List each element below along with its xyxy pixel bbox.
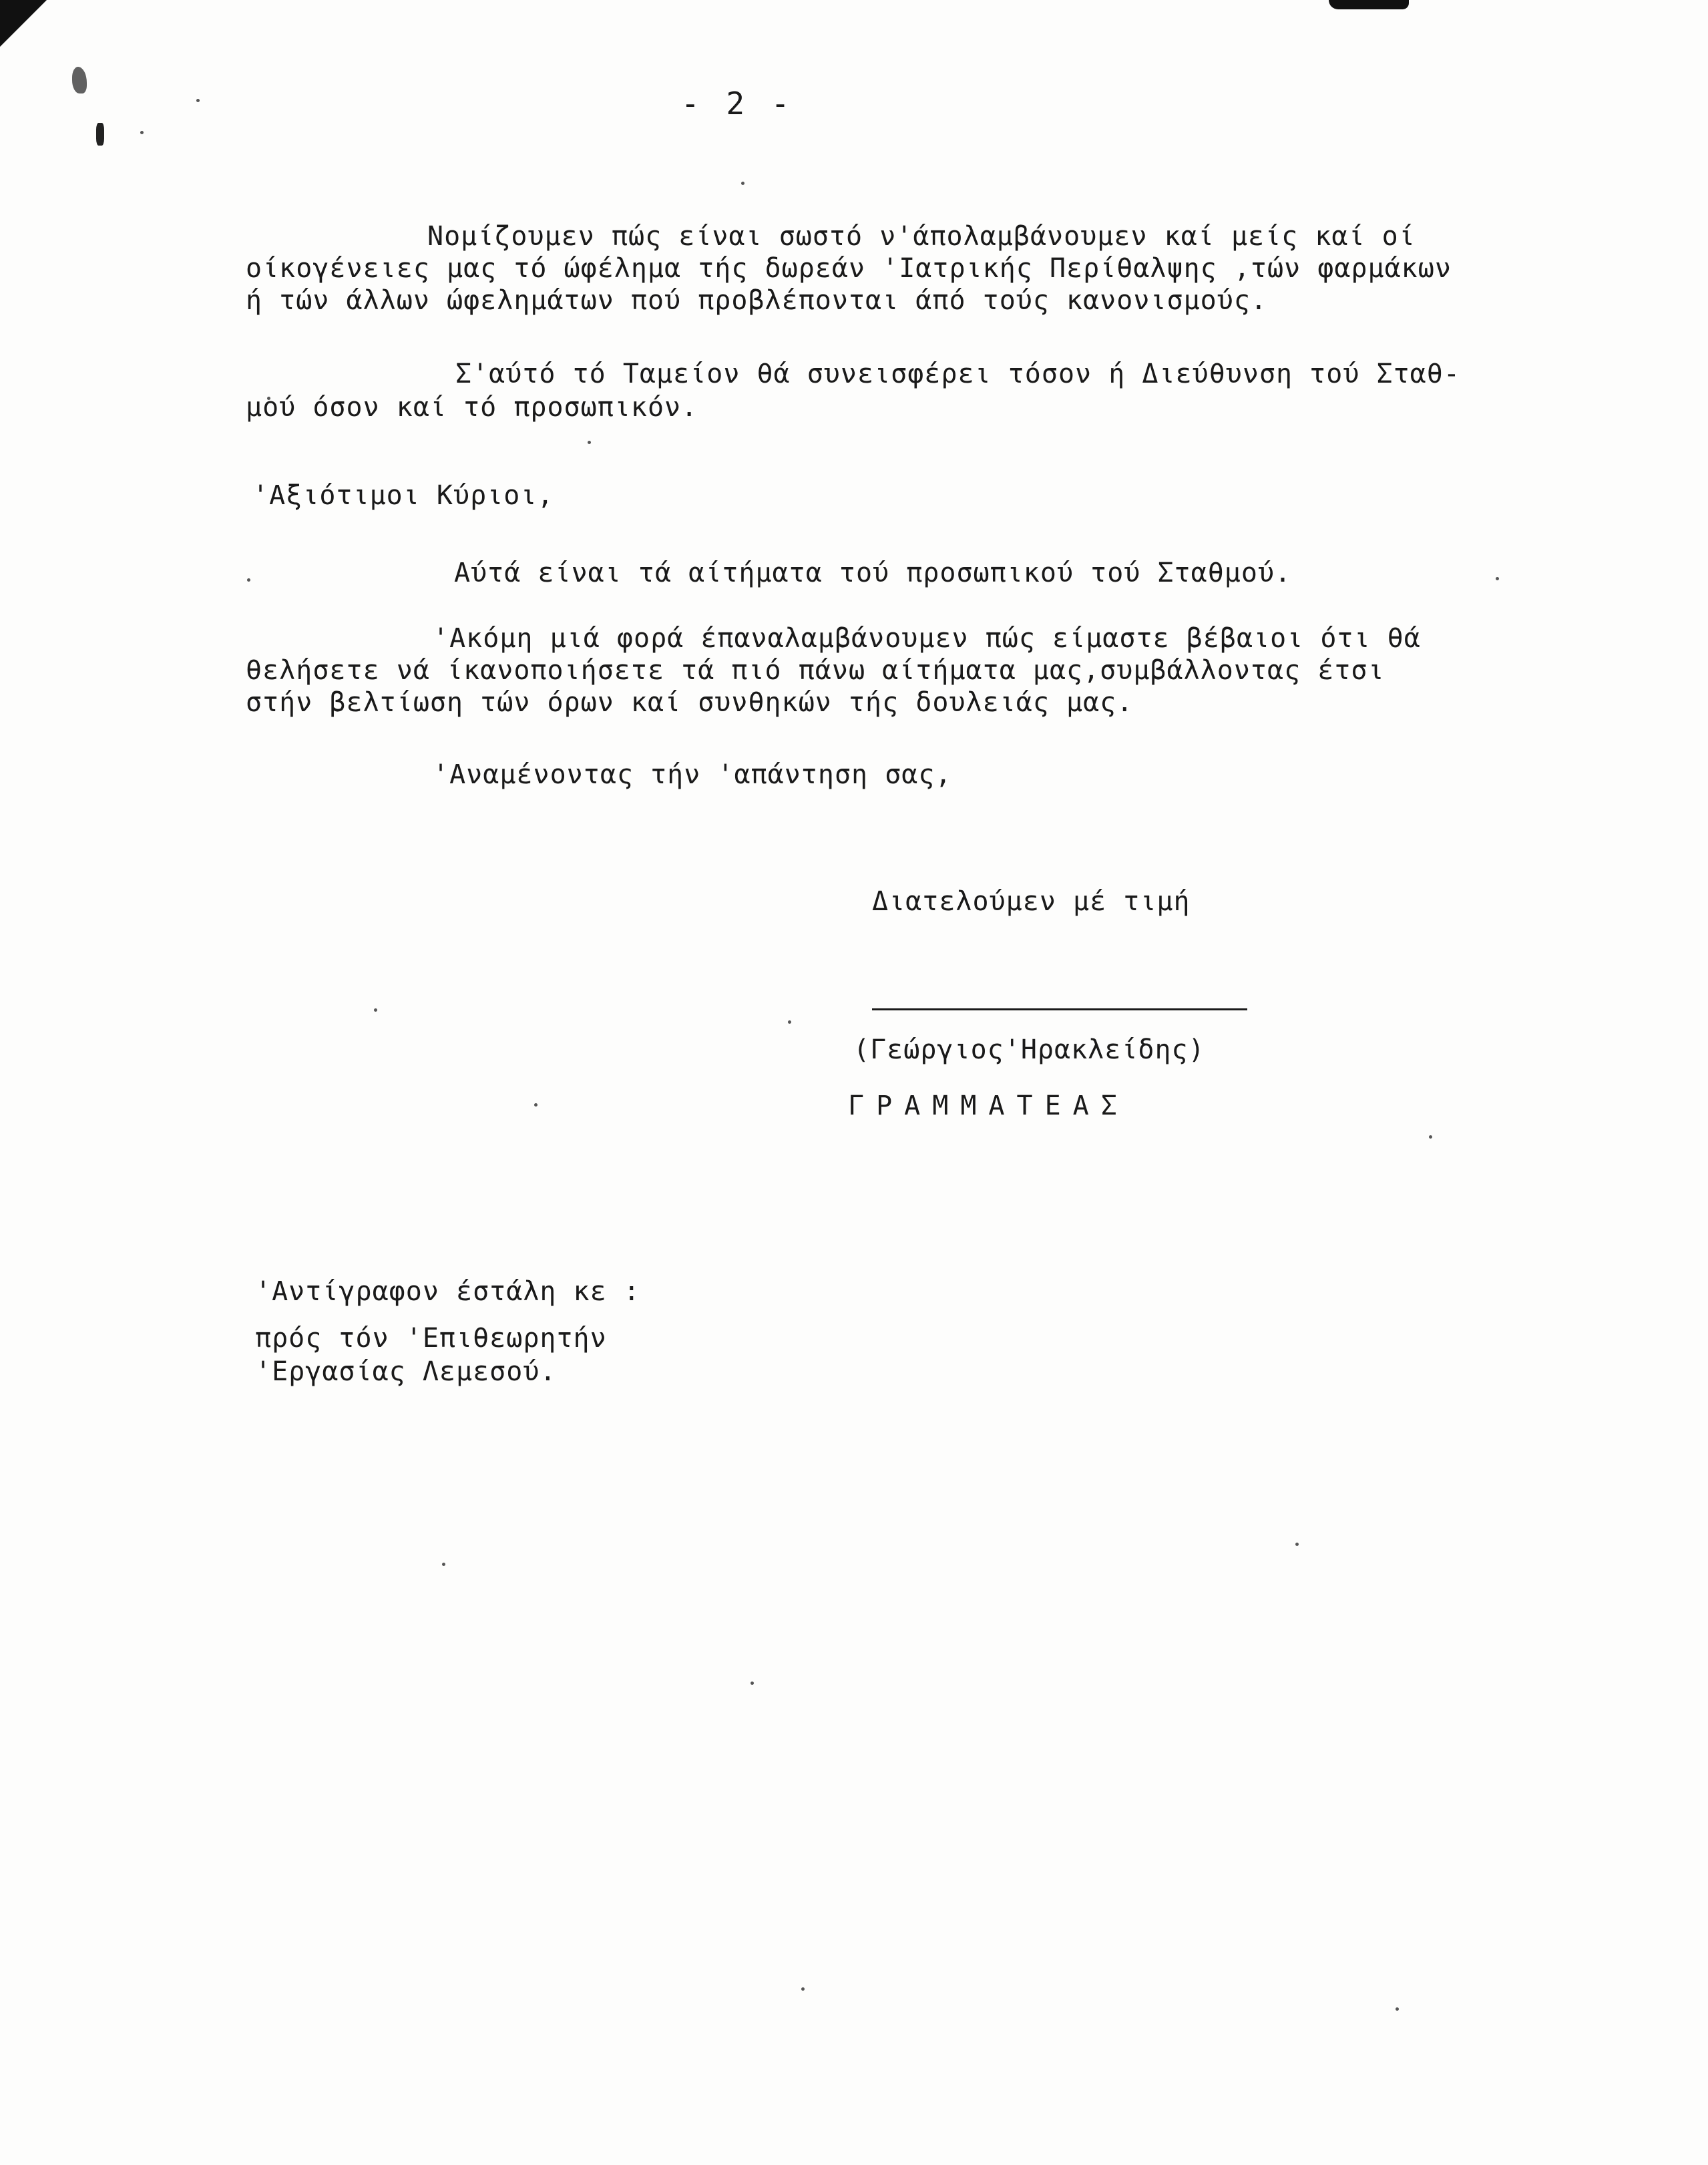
scan-speck <box>374 1008 377 1012</box>
scan-speck <box>534 1103 538 1107</box>
signatory-name: (Γεώργιος'Ηρακλείδης) <box>853 1034 1205 1065</box>
scan-corner-mark <box>0 0 47 47</box>
paragraph-4-line-3: στήν βελτίωση τών όρων καί συνθηκών τής δουλειάς μας. <box>246 687 1134 718</box>
scan-speck <box>1429 1135 1432 1139</box>
paragraph-4-line-2: θελήσετε νά ίκανοποιήσετε τά πιό πάνω αίτήματα μας,συμβάλλοντας έτσι <box>246 655 1385 686</box>
scan-speck <box>442 1563 445 1566</box>
paragraph-3: Αύτά είναι τά αίτήματα τού προσωπικού τού Σταθμού. <box>454 558 1292 588</box>
paragraph-2-line-1: Σ'αύτό τό Ταμείον θά συνεισφέρει τόσον ή Διεύθυνση τού Σταθ- <box>455 359 1460 389</box>
scan-speck <box>741 182 744 185</box>
page-number: - 2 - <box>681 85 794 122</box>
scan-speck <box>801 1987 805 1991</box>
paragraph-1-line-3: ή τών άλλων ώφελημάτων πού προβλέπονται άπό τούς κανονισμούς. <box>246 285 1268 316</box>
closing-regards: Διατελούμεν μέ τιμή <box>872 886 1191 917</box>
paragraph-1-line-1: Νομίζουμεν πώς είναι σωστό ν'άπολαμβάνουμεν καί μείς καί οί <box>427 221 1416 252</box>
paragraph-1-line-2: οίκογένειες μας τό ώφέλημα τής δωρεάν 'Ιατρικής Περίθαλψης ,τών φαρμάκων <box>246 253 1452 284</box>
scan-speck <box>1295 1543 1299 1546</box>
paragraph-2-line-2: μού όσον καί τό προσωπικόν. <box>246 392 698 423</box>
scan-margin-mark <box>72 67 87 93</box>
copy-note-line-1: πρός τόν 'Επιθεωρητήν <box>255 1323 607 1354</box>
scan-speck <box>788 1020 791 1024</box>
paragraph-5: 'Αναμένοντας τήν 'απάντηση σας, <box>433 759 952 790</box>
signatory-title: ΓΡΑΜΜΑΤΕΑΣ <box>848 1091 1129 1121</box>
scan-smudge <box>1329 0 1409 9</box>
paragraph-4-line-1: 'Ακόμη μιά φορά έπαναλαμβάνουμεν πώς είμαστε βέβαιοι ότι θά <box>433 623 1421 654</box>
salutation: 'Αξιότιμοι Κύριοι, <box>252 480 554 511</box>
scan-speck <box>247 578 250 582</box>
scan-margin-mark <box>96 123 104 146</box>
copy-note-heading: 'Αντίγραφον έστάλη κε : <box>255 1276 640 1307</box>
scan-speck <box>588 441 591 444</box>
scan-speck <box>140 131 144 134</box>
scan-speck <box>751 1682 754 1685</box>
scan-speck <box>1396 2007 1399 2011</box>
signature-line <box>872 1008 1247 1010</box>
scan-speck <box>196 99 200 102</box>
scan-speck <box>1496 577 1499 580</box>
copy-note-line-2: 'Εργασίας Λεμεσού. <box>255 1356 557 1387</box>
